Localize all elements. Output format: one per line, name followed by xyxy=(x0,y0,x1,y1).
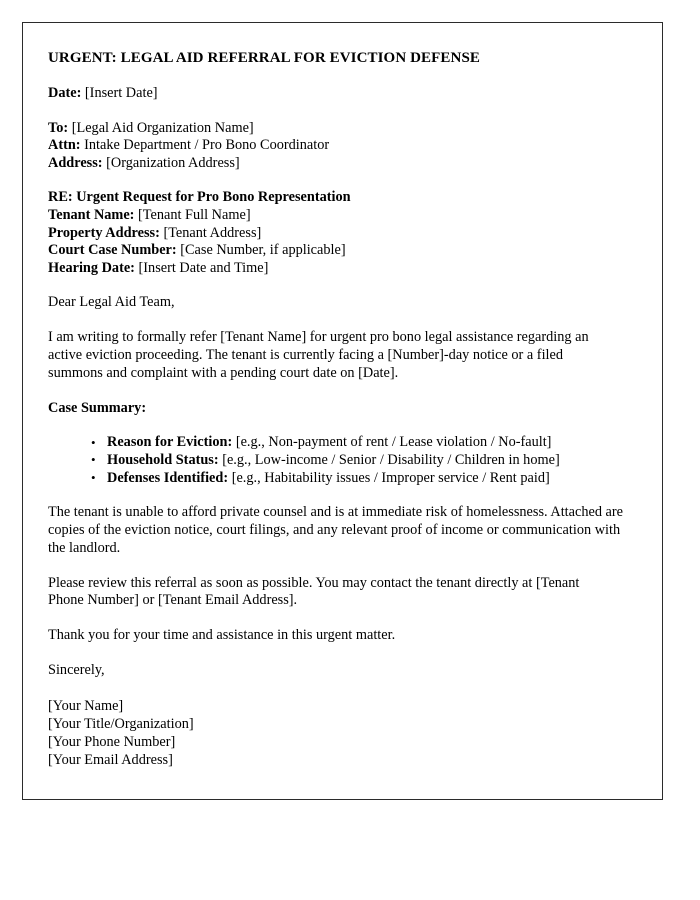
attn-value: Intake Department / Pro Bono Coordinator xyxy=(84,137,330,154)
list-item xyxy=(91,470,632,488)
closing: Sincerely, xyxy=(48,661,105,678)
signature-phone: [Your Phone Number] xyxy=(48,733,176,750)
hearing-date-value: [Insert Date and Time] xyxy=(138,259,269,276)
thanks-paragraph: Thank you for your time and assistance in this urgent matter. xyxy=(48,627,396,644)
letter-body xyxy=(23,23,662,769)
attn-label: Attn: xyxy=(48,137,81,154)
court-case-line xyxy=(48,242,632,260)
list-item-value: [e.g., Habitability issues / Improper service / Rent paid] xyxy=(231,469,550,486)
review-paragraph: Please review this referral as soon as possible. You may contact the tenant directly at [Tenant Phone Number] or [Tenant Email Address]. xyxy=(48,574,580,609)
signature-name: [Your Name] xyxy=(48,697,124,714)
property-address-value: [Tenant Address] xyxy=(163,224,262,241)
re-line xyxy=(48,189,632,207)
recipient-block xyxy=(48,120,632,173)
list-item-label: Defenses Identified: xyxy=(107,469,229,486)
signature-title-org: [Your Title/Organization] xyxy=(48,715,194,732)
date-line xyxy=(48,85,632,103)
list-item-label: Household Status: xyxy=(107,451,219,468)
case-summary-heading-text: Case Summary: xyxy=(48,399,147,416)
letter-page xyxy=(22,22,663,800)
to-label: To: xyxy=(48,119,69,136)
date-block xyxy=(48,85,632,103)
list-item xyxy=(91,434,632,452)
address-label: Address: xyxy=(48,154,103,171)
reference-block xyxy=(48,189,632,277)
address-value: [Organization Address] xyxy=(106,154,240,171)
tenant-name-value: [Tenant Full Name] xyxy=(138,206,251,223)
tenant-name-line xyxy=(48,207,632,225)
list-item-value: [e.g., Low-income / Senior / Disability / Children in home] xyxy=(222,451,560,468)
hearing-date-line xyxy=(48,260,632,278)
signature-block xyxy=(48,697,632,769)
court-case-value: [Case Number, if applicable] xyxy=(180,242,346,259)
property-address-label: Property Address: xyxy=(48,224,160,241)
list-item-label: Reason for Eviction: xyxy=(107,434,233,451)
address-line xyxy=(48,155,632,173)
hardship-paragraph: The tenant is unable to afford private counsel and is at immediate risk of homelessness. Attached are copies of the eviction notice, court filings, and any relevant proof of income or communication with the landlord. xyxy=(48,504,624,556)
page-title: URGENT: LEGAL AID REFERRAL FOR EVICTION DEFENSE xyxy=(48,50,480,66)
list-item-value: [e.g., Non-payment of rent / Lease violation / No-fault] xyxy=(235,434,552,451)
salutation: Dear Legal Aid Team, xyxy=(48,294,175,311)
signature-email: [Your Email Address] xyxy=(48,751,173,768)
case-summary-list xyxy=(48,434,632,487)
tenant-name-label: Tenant Name: xyxy=(48,206,135,223)
date-value: [Insert Date] xyxy=(84,85,158,101)
to-value: [Legal Aid Organization Name] xyxy=(71,119,254,136)
case-summary-heading xyxy=(48,400,626,418)
to-line xyxy=(48,120,632,138)
attn-line xyxy=(48,137,632,155)
hearing-date-label: Hearing Date: xyxy=(48,259,135,276)
re-text: RE: Urgent Request for Pro Bono Representation xyxy=(48,189,351,206)
intro-paragraph: I am writing to formally refer [Tenant Name] for urgent pro bono legal assistance regarding an active eviction proceeding. The tenant is currently facing a [Number]-day notice or a filed summons and complaint with a pending court date on [Date]. xyxy=(48,329,589,381)
date-label: Date: xyxy=(48,85,82,101)
court-case-label: Court Case Number: xyxy=(48,242,177,259)
list-item xyxy=(91,452,632,470)
property-address-line xyxy=(48,225,632,243)
